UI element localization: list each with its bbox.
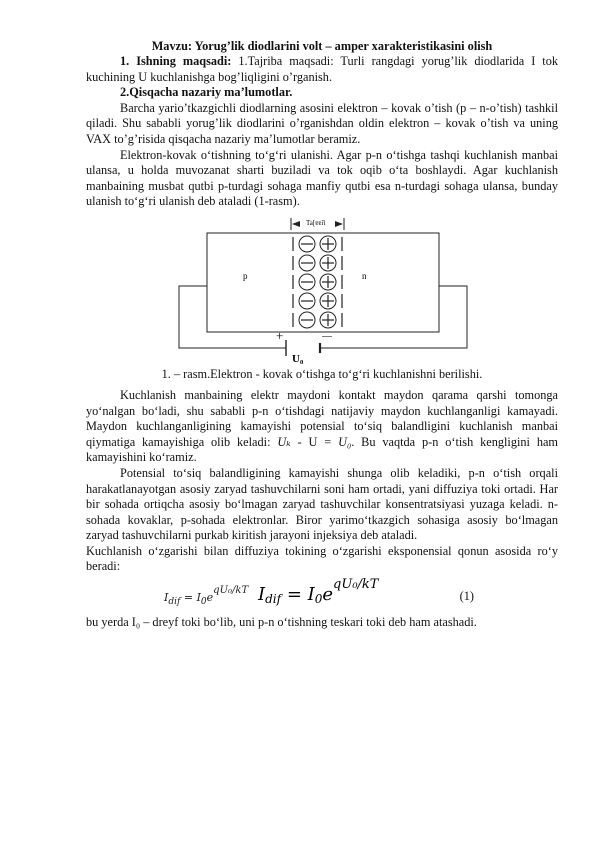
potential-u0: U₀ [338, 434, 352, 449]
pn-junction-figure [86, 216, 558, 364]
formula-1 [86, 575, 558, 615]
paragraph-3 [86, 388, 558, 466]
paragraph-2: Elektron-kovak o‘tishning to‘g‘ri ulanishi. Agar p-n o‘tishga tashqi kuchlanish manbai ulansa, u holda muvozanat sharti buziladi va tok oqib o‘ta boshlaydi. Agar kuchlanish manbaining musbat qutbi p-turdagi sohaga manfiy qutbi esa n-turdagi sohaga ulansa, bunday ulanish to‘g‘ri ulanish deb ataladi (1-rasm). [86, 147, 558, 209]
paragraph-3-mid: - U = [290, 434, 339, 449]
junction-ions [293, 236, 342, 328]
formula-small: $I_{dif} = I_0eqU_0/kT$ [164, 585, 249, 608]
page-title: Mavzu: Yorug’lik diodlarini volt – amper xarakteristikasini olish [151, 39, 493, 53]
potential-uk: Uₖ [277, 434, 291, 449]
figure-caption: 1. – rasm.Elektron - kovak o‘tishga to‘g‘ri kuchlanishni berilishi. [161, 366, 483, 381]
width-arrow-right [335, 221, 343, 227]
paragraph-1: Barcha yario’tkazgichli diodlarning asosini elektron – kovak o’tish (p – n-o’tish) tashkil qiladi. Shu sababli yorug’lik diodlarini o’rganishdan oldin elektron – kovak o’tish va uning VAX to’g’risida qisqacha nazariy ma’lumotlar beramiz. [86, 100, 558, 146]
junction-width-label: Ta[ɐɐ̃ɾi [306, 218, 326, 227]
equation-number: (1) [459, 589, 474, 604]
paragraph-6: bu yerda I₀ – dreyf toki bo‘lib, uni p-n o‘tishning teskari toki deb ham atashadi. [86, 615, 477, 630]
document-page [86, 38, 558, 631]
pn-junction-diagram [86, 216, 558, 364]
goal-text: 1.Tajriba maqsadi: Turli rangdagi yorug’lik diodlarida I tok kuchining U kuchlanishga bog’liqligini o’rganish. [86, 54, 558, 84]
battery-plus-label: + [276, 327, 284, 343]
battery-voltage-label: U₀ [292, 352, 304, 364]
p-region-label: p [243, 270, 248, 281]
paragraph-5: Kuchlanish o‘zgarishi bilan diffuziya tokining o‘zgarishi eksponensial qonun asosida ro‘y beradi: [86, 543, 558, 574]
paragraph-3-text-a: Kuchlanish manbaining elektr maydoni kontakt maydon qarama qarshi tomonga yo‘nalgan bo‘ladi, shu sababli p-n o‘tishdagi natijaviy maydon kuchlanganligi kamayadi. Maydon kuchlanganligining kamayishi potensial to‘siq balandligini kuchlanish manbai qiymatiga kamayishiga olib keladi: [86, 387, 558, 449]
formula-large: $I_{dif} = I_0e^{qU_0/kT}$ [258, 577, 379, 607]
goal-label: 1. Ishning maqsadi: [120, 54, 232, 68]
wire-left [179, 286, 286, 348]
n-region-label: n [362, 270, 367, 281]
goal-paragraph [86, 54, 558, 85]
battery-minus-label: — [322, 330, 332, 342]
theory-heading: 2.Qisqacha nazariy ma’lumotlar. [120, 85, 293, 100]
paragraph-3-text-b: . Bu vaqtda p-n o‘tish kengligini ham kamayishini ko‘ramiz. [86, 434, 558, 465]
paragraph-4: Potensial to‘siq balandligining kamayishi shunga olib keladiki, p-n o‘tish orqali harakatlanayotgan asosiy zaryad tashuvchilarni soni ham ortadi, yani diffuziya toki ortadi. Har bir sohada ortiqcha asosiy bo‘lmagan zaryad tashuvchilar konsentratsiyasi yuzaga keladi. n-sohada kovaklar, p-sohada elektronlar. Biror yarimo‘tkazgich sohasiga asosiy bo‘lmagan zaryad tashuvchilarni purkab kiritish jarayoni injeksiya deb ataladi. [86, 465, 558, 543]
width-arrow-left [292, 221, 300, 227]
